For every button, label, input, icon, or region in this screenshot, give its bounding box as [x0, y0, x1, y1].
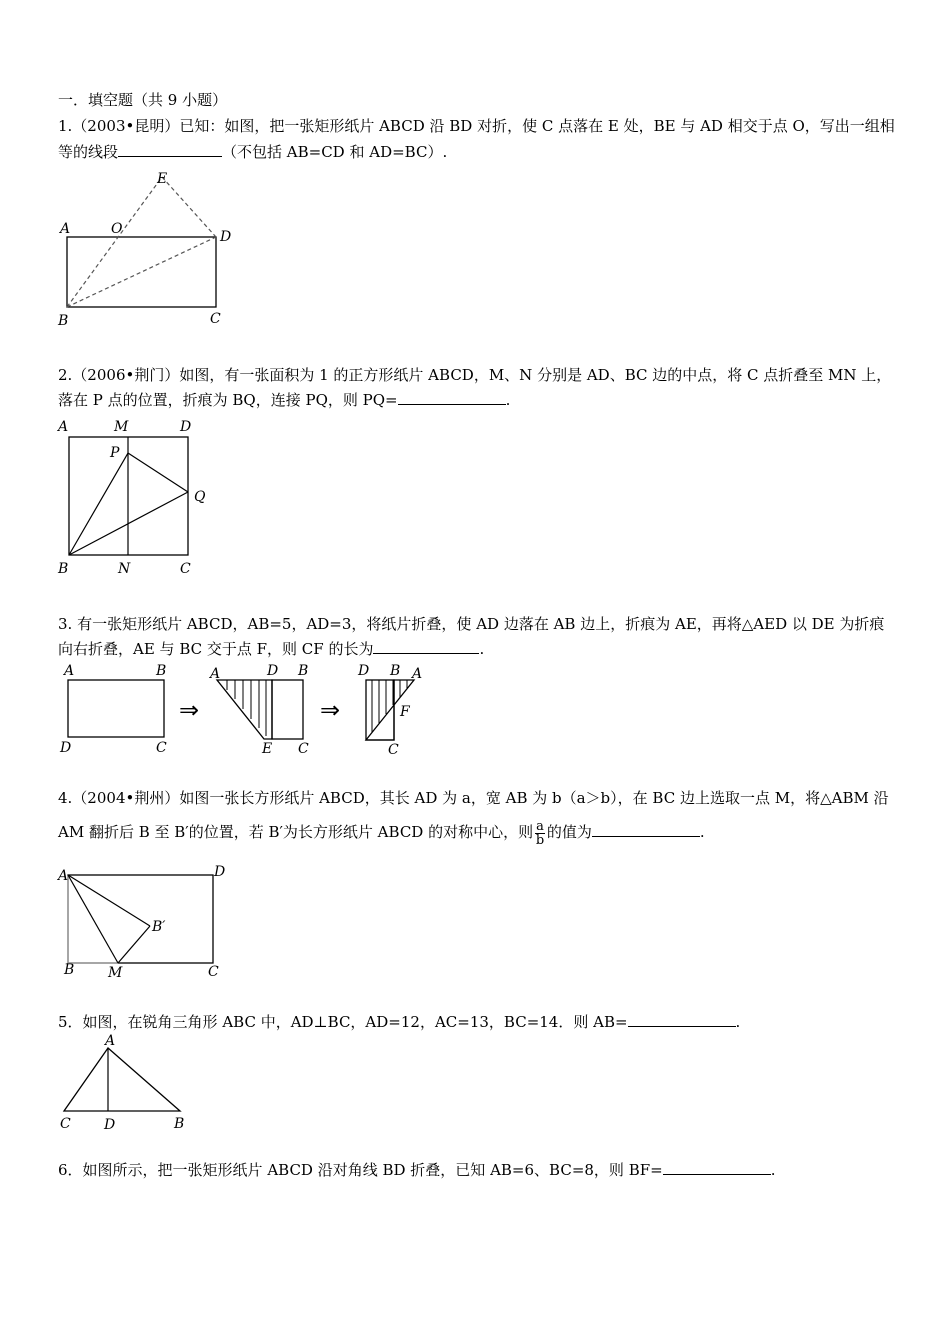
q5-label-b: B	[174, 1116, 185, 1132]
q1-text-line2	[58, 142, 447, 162]
q3-step2-label-e: E	[262, 741, 273, 757]
q2-line-pq	[128, 453, 188, 492]
q2-text-line2	[58, 390, 510, 410]
q2-label-p: P	[110, 445, 120, 461]
q3-step1-rect	[68, 680, 164, 737]
q4-text-line2	[58, 818, 705, 847]
q5-figure	[52, 1030, 202, 1135]
q3-step2-label-b: B	[298, 663, 309, 679]
q5-label-c: C	[60, 1116, 71, 1132]
q1-label-a: A	[60, 221, 71, 237]
q5-label-a: A	[105, 1033, 116, 1049]
q4-label-b: B	[64, 962, 75, 978]
q1-text-line1: 1.（2003•昆明）已知：如图，把一张矩形纸片 ABCD 沿 BD 对折，使 C 点落在 E 处，BE 与 AD 相交于点 O，写出一组相	[58, 117, 895, 135]
q3-arrow-2: ⇒	[320, 696, 341, 724]
q1-figure	[52, 165, 252, 335]
q4-text-line1: 4.（2004•荆州）如图一张长方形纸片 ABCD，其长 AD 为 a，宽 AB 为 b（a＞b），在 BC 边上选取一点 M，将△ABM 沿	[58, 789, 889, 807]
q4-text-before: AM 翻折后 B 至 B′的位置，若 B′为长方形纸片 ABCD 的对称中心，则	[58, 823, 534, 841]
q1-label-b: B	[58, 313, 69, 329]
q6-answer-blank[interactable]	[663, 1160, 771, 1175]
q5-answer-blank[interactable]	[628, 1012, 736, 1027]
q2-label-b: B	[58, 561, 69, 577]
q3-step3-label-f: F	[400, 704, 410, 720]
q4-label-m: M	[108, 965, 123, 981]
q3-step2-label-c: C	[298, 741, 309, 757]
q2-text-after: .	[505, 391, 511, 409]
q2-figure	[52, 415, 222, 585]
q6-text-line1	[58, 1160, 775, 1180]
q2-text-line1: 2.（2006•荆门）如图，有一张面积为 1 的正方形纸片 ABCD，M、N 分别是 AD、BC 边的中点，将 C 点折叠至 MN 上，	[58, 366, 892, 384]
q3-step1-label-b: B	[156, 663, 167, 679]
q1-fold-ed	[162, 177, 216, 237]
q3-step1-label-a: A	[64, 663, 75, 679]
q4-label-a: A	[58, 868, 69, 884]
q3-answer-blank[interactable]	[373, 639, 479, 654]
q3-step3-label-c: C	[388, 742, 399, 758]
q3-step2-label-d: D	[267, 663, 279, 679]
q1-label-e: E	[157, 171, 168, 187]
q2-label-q: Q	[194, 489, 206, 505]
q3-text-line1: 3. 有一张矩形纸片 ABCD，AB=5，AD=3，将纸片折叠，使 AD 边落在 AB 边上，折痕为 AE，再将△AED 以 DE 为折痕	[58, 615, 885, 633]
q3-step1-label-c: C	[156, 740, 167, 756]
q6-text-after: .	[770, 1161, 776, 1179]
q3-step3-label-b: B	[390, 663, 401, 679]
q4-frac-num: a	[536, 818, 544, 834]
q3-step3-label-d: D	[358, 663, 370, 679]
q2-label-m: M	[114, 419, 129, 435]
q2-text-before: 落在 P 点的位置，折痕为 BQ，连接 PQ，则 PQ=	[58, 391, 398, 409]
q3-step2-shape	[217, 680, 303, 739]
q1-diagonal-bd	[67, 237, 216, 307]
q4-frac-den: b	[535, 832, 545, 848]
q1-text-before: 等的线段	[58, 143, 119, 161]
q1-fold-be	[67, 177, 162, 307]
q1-answer-blank[interactable]	[118, 142, 222, 157]
q3-step2-label-a: A	[210, 666, 221, 682]
q5-triangle	[64, 1048, 180, 1111]
q3-step3-label-a: A	[412, 666, 423, 682]
q3-text-before: 向右折叠，AE 与 BC 交于点 F，则 CF 的长为	[58, 640, 374, 658]
q5-text-line1	[58, 1012, 740, 1032]
q4-fraction	[535, 820, 545, 847]
q4-label-c: C	[208, 964, 219, 980]
q5-text-after: .	[735, 1013, 741, 1031]
q4-line-am	[68, 875, 118, 963]
q4-text-mid: 的值为	[546, 823, 592, 841]
q1-label-d: D	[220, 229, 232, 245]
q1-text-after: （不包括 AB=CD 和 AD=BC）.	[222, 143, 448, 161]
q3-text-after: .	[479, 640, 485, 658]
q3-figure	[52, 660, 452, 760]
q3-step1-label-d: D	[60, 740, 72, 756]
q4-text-after: .	[699, 823, 705, 841]
q5-label-d: D	[104, 1117, 116, 1133]
q4-line-mb1	[118, 926, 150, 963]
q2-label-c: C	[180, 561, 191, 577]
q2-answer-blank[interactable]	[398, 390, 506, 405]
q2-label-n: N	[118, 561, 131, 577]
q4-label-b1: B′	[152, 919, 166, 935]
q2-label-a: A	[58, 419, 69, 435]
q4-line-ab1	[68, 875, 150, 926]
q4-answer-blank[interactable]	[592, 822, 700, 837]
q5-text-before: 5．如图，在锐角三角形 ABC 中，AD⊥BC，AD=12，AC=13，BC=14．则 AB=	[58, 1013, 628, 1031]
q2-label-d: D	[180, 419, 192, 435]
q4-label-d: D	[214, 864, 226, 880]
q1-label-c: C	[210, 311, 221, 327]
q1-label-o: O	[111, 221, 123, 237]
q4-figure	[52, 858, 252, 983]
section-heading: 一．填空题（共 9 小题）	[58, 91, 228, 109]
q6-text-before: 6．如图所示，把一张矩形纸片 ABCD 沿对角线 BD 折叠，已知 AB=6、BC=8，则 BF=	[58, 1161, 663, 1179]
q3-arrow-1: ⇒	[179, 696, 200, 724]
q3-text-line2	[58, 639, 484, 659]
